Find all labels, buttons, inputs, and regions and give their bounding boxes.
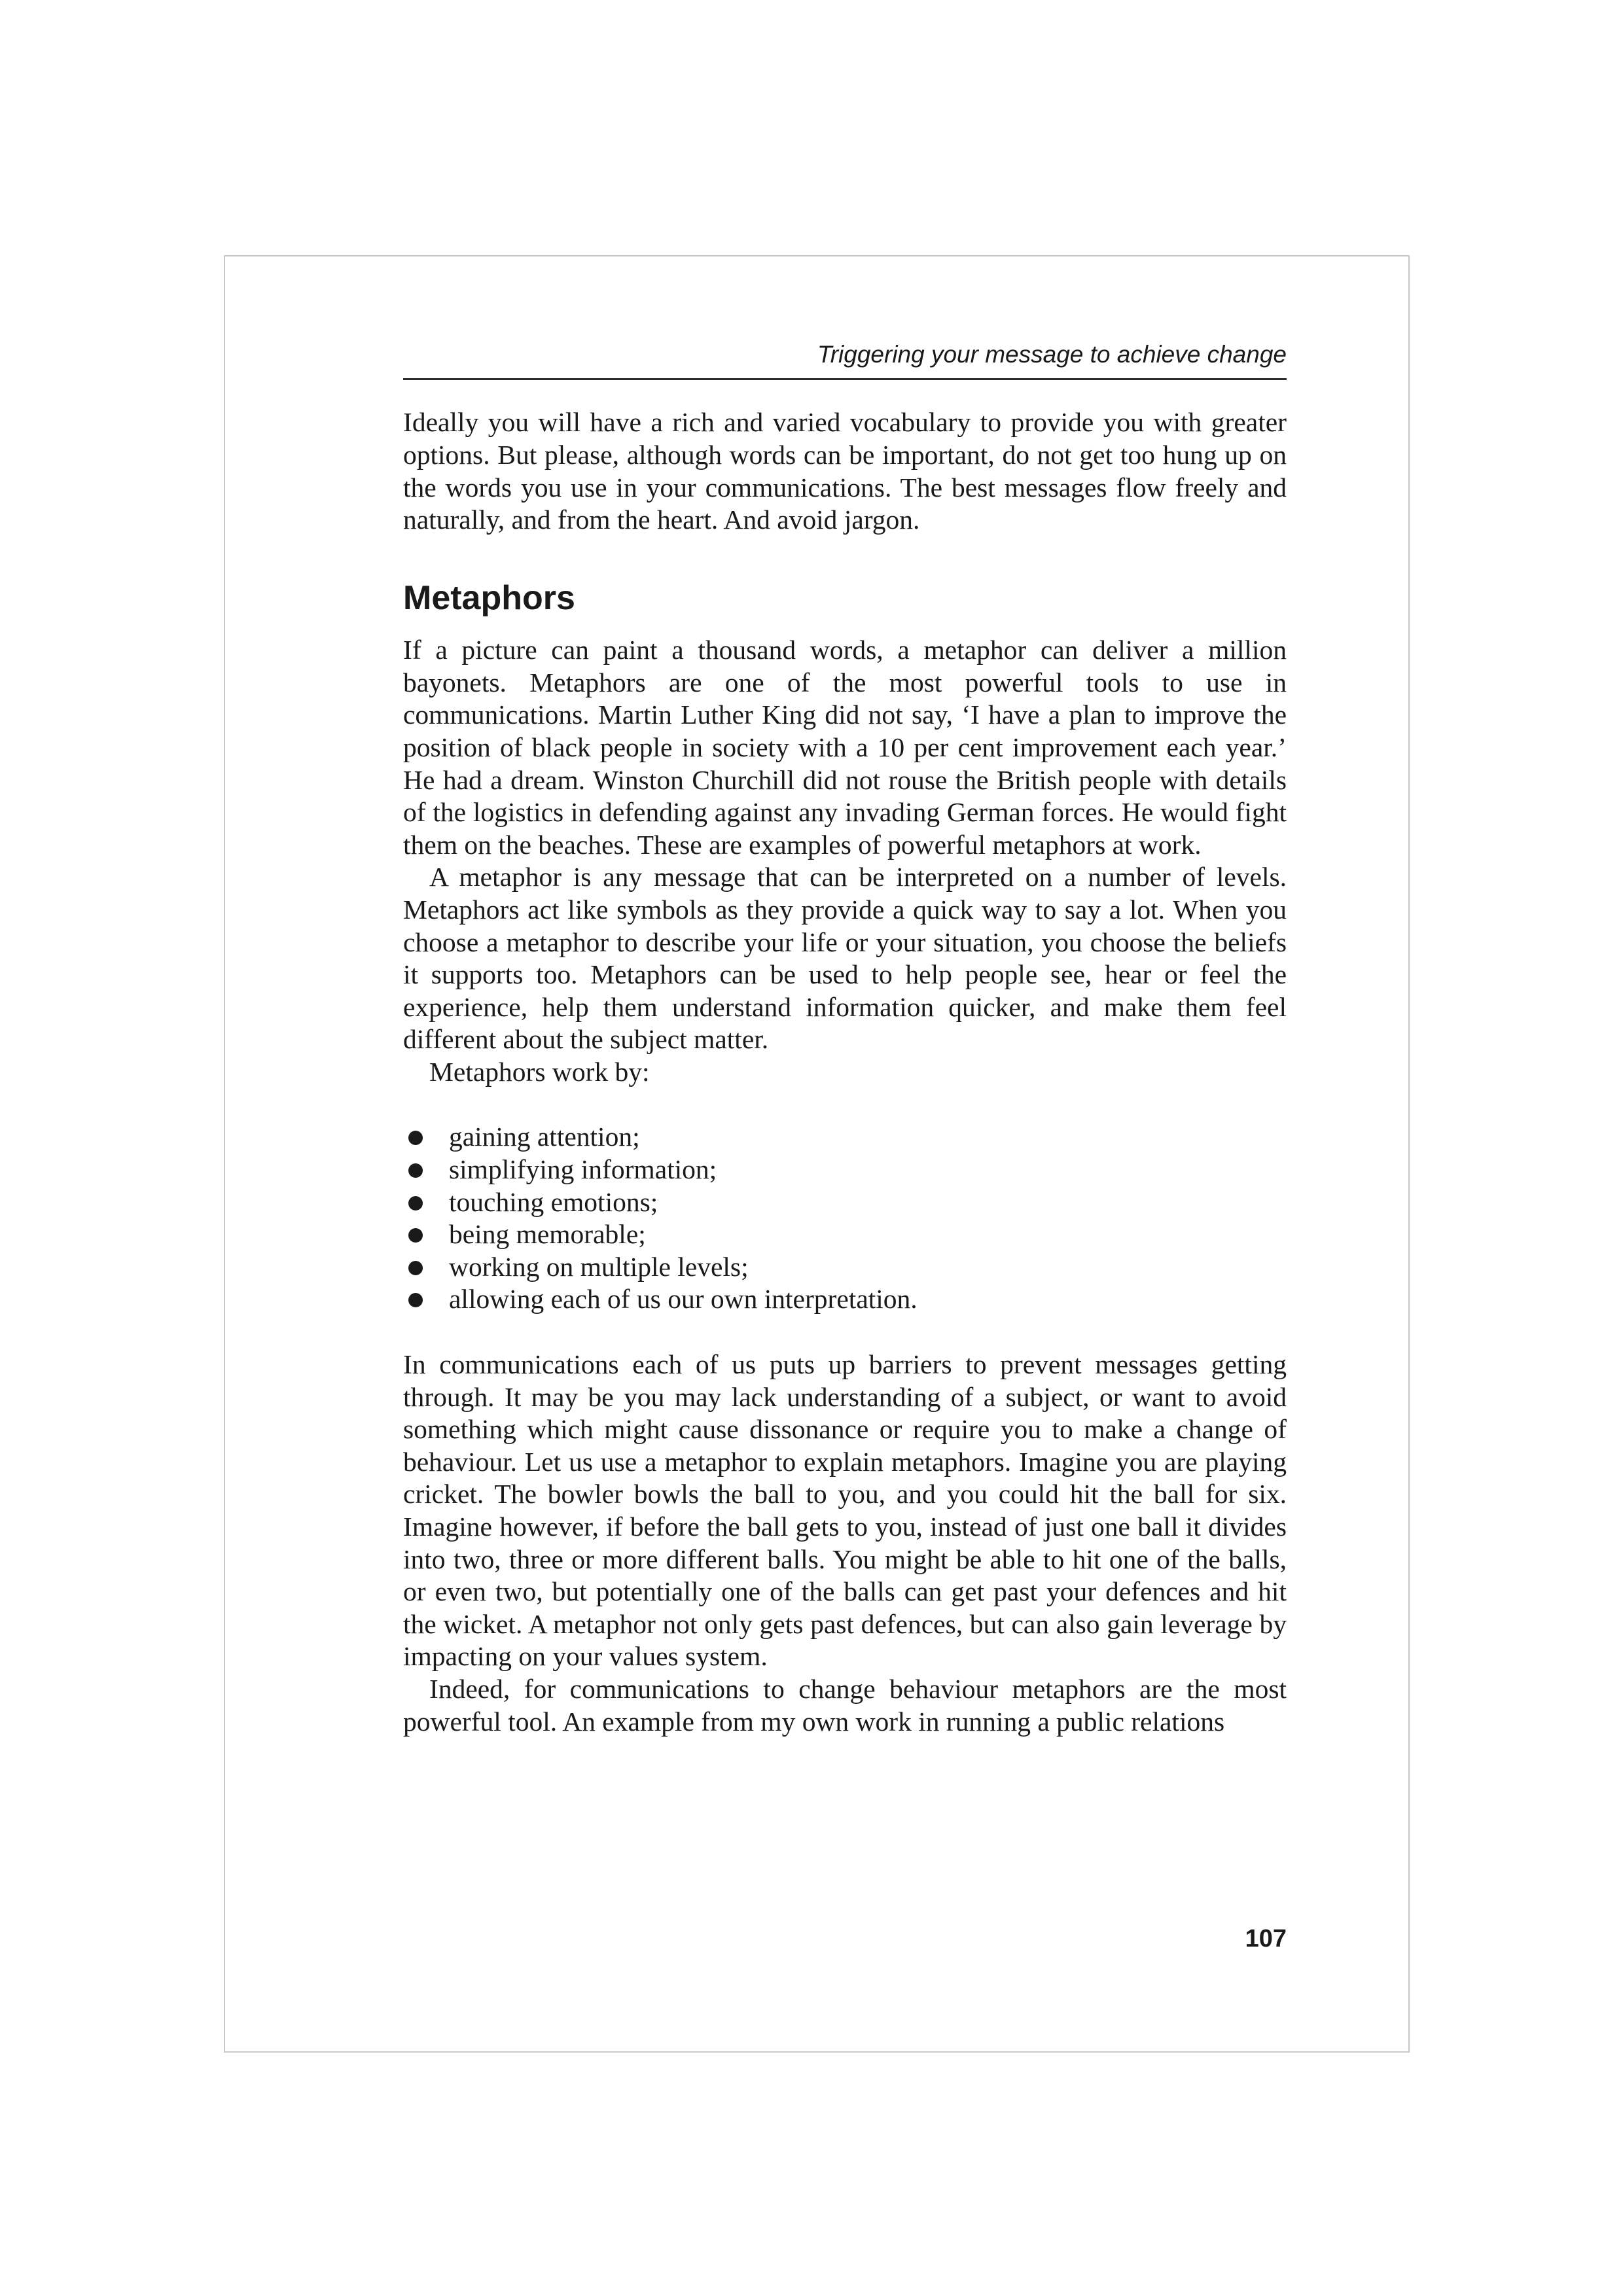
list-item-text: gaining attention;: [449, 1122, 640, 1152]
list-item: [403, 1251, 1287, 1284]
list-item: [403, 1218, 1287, 1251]
bullet-icon: [408, 1163, 423, 1178]
running-head: Triggering your message to achieve change: [403, 340, 1287, 380]
list-item-text: being memorable;: [449, 1219, 646, 1250]
paragraph-metaphor-definition: A metaphor is any message that can be interpreted on a number of levels. Metaphors act like symbols as they provide a quick way to say a lot. When you choose a metaphor to describe your life or your situation, you choose the beliefs it supports too. Metaphors can be used to help people see, hear or feel the experience, help them understand information quicker, and make them feel different about the subject matter.: [403, 862, 1287, 1055]
bullet-icon: [408, 1261, 423, 1275]
list-item: [403, 1121, 1287, 1154]
paragraph-cricket-metaphor: In communications each of us puts up barriers to prevent messages getting through. It may be you may lack understanding of a subject, or want to avoid something which might cause dissonance or require you to make a change of behaviour. Let us use a metaphor to explain metaphors. Imagine you are playing cricket. The bowler bowls the ball to you, and you could hit the ball for six. Imagine however, if before the ball gets to you, instead of just one ball it divides into two, three or more different balls. You might be able to hit one of the balls, or even two, but potentially one of the balls can get past your defences and hit the wicket. A metaphor not only gets past defences, but can also gain leverage by impacting on your values system.: [403, 1349, 1287, 1672]
page-number: 107: [1245, 1925, 1287, 1952]
page-content: [403, 340, 1287, 1738]
list-item: [403, 1154, 1287, 1186]
intro-paragraph: Ideally you will have a rich and varied vocabulary to provide you with greater options. But please, although words can be important, do not get too hung up on the words you use in your communications. The best messages flow freely and naturally, and from the heart. And avoid jargon.: [403, 407, 1287, 535]
list-item-text: allowing each of us our own interpretation.: [449, 1284, 918, 1315]
bullet-icon: [408, 1293, 423, 1307]
list-item-text: touching emotions;: [449, 1186, 658, 1217]
list-item: [403, 1186, 1287, 1219]
paragraph-public-relations: Indeed, for communications to change behaviour metaphors are the most powerful tool. An example from my own work in running a public relations: [403, 1673, 1287, 1737]
bullet-list: [403, 1121, 1287, 1316]
section-heading: Metaphors: [403, 578, 575, 617]
list-item-text: working on multiple levels;: [449, 1251, 749, 1282]
bullet-icon: [408, 1131, 423, 1145]
paragraph-work-by: Metaphors work by:: [429, 1056, 650, 1087]
paragraph-bayonets: If a picture can paint a thousand words, a metaphor can deliver a million bayonets. Metaphors are one of the most powerful tools to use in communications. Martin Luther King did not say, ‘I have a plan to improve the position of black people in society with a 10 per cent improvement each year.’ He had a dream. Winston Churchill did not rouse the British people with details of the logistics in defending against any invading German forces. He would fight them on the beaches. These are examples of powerful metaphors at work.: [403, 635, 1287, 860]
list-item-text: simplifying information;: [449, 1154, 717, 1185]
list-item: [403, 1283, 1287, 1316]
bullet-icon: [408, 1196, 423, 1210]
bullet-icon: [408, 1228, 423, 1243]
